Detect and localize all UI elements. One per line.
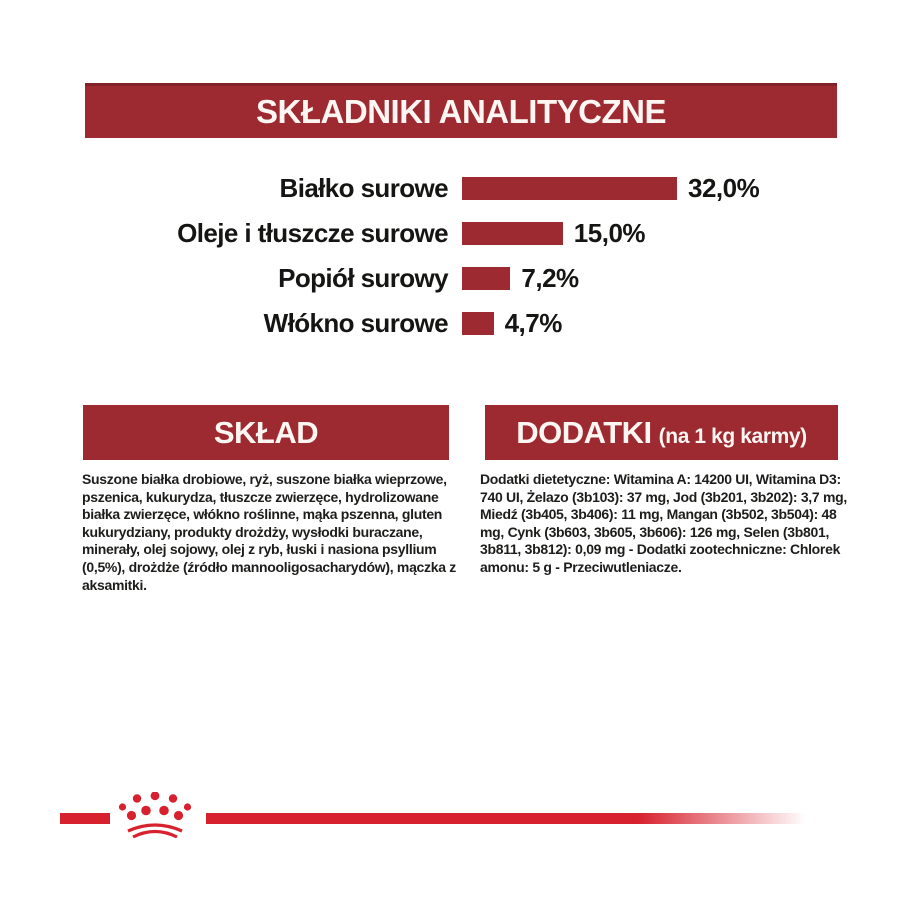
analytical-constituents-banner <box>85 83 837 138</box>
chart-value-label: 32,0% <box>688 173 760 203</box>
additives-title: DODATKI <box>516 414 652 450</box>
chart-value-label: 15,0% <box>573 218 646 248</box>
additives-subtitle: (na 1 kg karmy) <box>658 424 807 448</box>
chart-category-label: Oleje i tłuszcze surowe <box>177 218 448 248</box>
chart-category-label: Białko surowe <box>279 173 448 203</box>
chart-value-label: 7,2% <box>521 263 579 293</box>
chart-row <box>0 166 922 211</box>
composition-section-header <box>83 405 449 460</box>
composition-body-text: Suszone białka drobiowe, ryż, suszone białka wieprzowe, pszenica, kukurydza, tłuszcze zwierzęce, hydrolizowane białka zwierzęce, włókno roślinne, mąka pszenna, gluten kukurydziany, produkty drożdży, wysłodki buraczane, minerały, olej sojowy, olej z ryb, łuski i nasiona psyllium (0,5%), drożdże (źródło mannooligosacharydów), mączka z aksamitki. <box>82 471 457 593</box>
chart-value-label: 4,7% <box>504 308 562 338</box>
chart-row <box>0 256 922 301</box>
chart-bar <box>462 222 563 245</box>
footer-rule-right-segment <box>206 813 806 824</box>
additives-body-text: Dodatki dietetyczne: Witamina A: 14200 UI, Witamina D3: 740 UI, Żelazo (3b103): 37 mg, Jod (3b201, 3b202): 3,7 mg, Miedź (3b405, 3b406): 11 mg, Mangan (3b502, 3b504): 48 mg, Cynk (3b603, 3b605, 3b606): 126 mg, Selen (3b801, 3b811, 3b812): 0,09 mg - Dodatki zootechniczne: Chlorek amonu: 5 g - Przeciwutleniacze. <box>480 471 847 575</box>
chart-bar <box>462 312 494 335</box>
chart-bar <box>462 267 510 290</box>
chart-category-label: Popiół surowy <box>278 263 448 293</box>
chart-row <box>0 301 922 346</box>
additives-title-group <box>516 415 807 451</box>
chart-bar <box>462 177 677 200</box>
chart-row <box>0 211 922 256</box>
analytical-constituents-chart <box>0 166 922 346</box>
royal-canin-crown-icon <box>118 792 192 838</box>
additives-section-header <box>485 405 838 460</box>
footer-rule-left-segment <box>60 813 110 824</box>
banner-title: SKŁADNIKI ANALITYCZNE <box>256 93 666 130</box>
composition-title: SKŁAD <box>213 414 319 450</box>
chart-category-label: Włókno surowe <box>263 308 448 338</box>
